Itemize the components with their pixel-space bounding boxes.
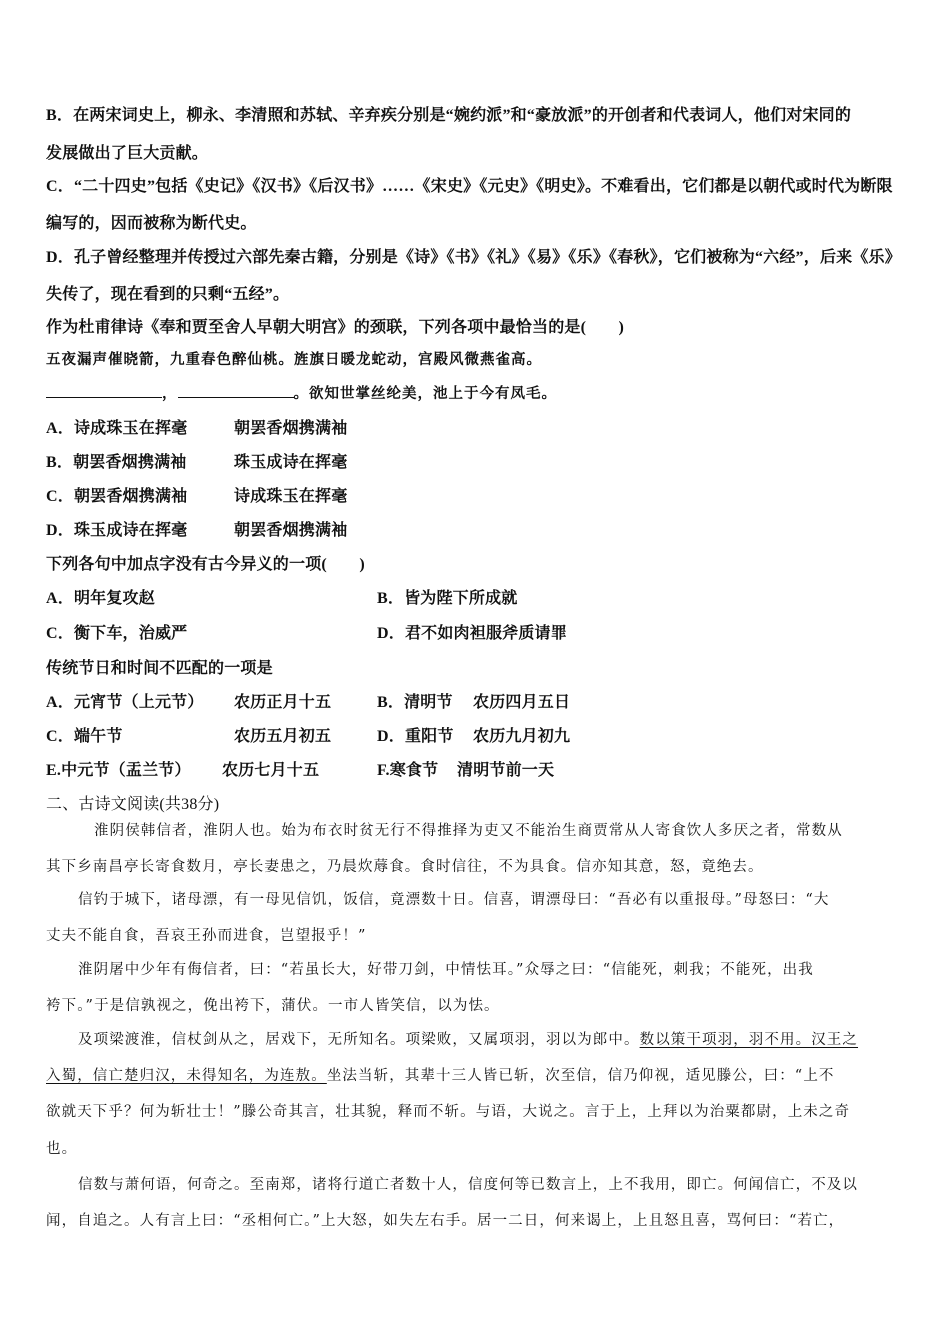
option-c-line2: 编写的，因而被称为断代史。 (46, 215, 257, 232)
answer-blank-2[interactable] (178, 383, 294, 398)
passage-p3-line2: 袴下。”于是信孰视之，俛出袴下，蒲伏。一市人皆笑信，以为怯。 (46, 998, 500, 1014)
q2-option-a[interactable]: A．明年复攻赵 (46, 590, 155, 607)
q3-option-a-date: 农历正月十五 (234, 694, 332, 711)
passage-p3-line1: 淮阴屠中少年有侮信者，曰：“若虽长大，好带刀剑，中情怯耳。”众辱之曰：“信能死，刺我；不能死，出我 (78, 962, 814, 978)
section-heading: 二、古诗文阅读(共38分) (46, 796, 220, 813)
passage-p2-line1: 信钓于城下，诸母漂，有一母见信饥，饭信，竟漂数十日。信喜，谓漂母曰：“吾必有以重报母。”母怒曰：“大 (78, 892, 830, 908)
passage-p1-line2: 其下乡南昌亭长寄食数月，亭长妻患之，乃晨炊蓐食。食时信往，不为具食。信亦知其意，怒，竟绝去。 (46, 859, 764, 875)
q1-stem: 作为杜甫律诗《奉和贾至舍人早朝大明宫》的颈联，下列各项中最恰当的是( ) (46, 319, 625, 336)
q1-option-a-second: 朝罢香烟携满袖 (234, 420, 348, 437)
q3-option-d[interactable]: D．重阳节 (377, 728, 454, 745)
passage-p4-line3: 欲就天下乎？何为斩壮士！”滕公奇其言，壮其貌，释而不斩。与语，大说之。言于上，上拜以为治粟都尉，上未之奇 (46, 1104, 851, 1120)
q3-option-c-date: 农历五月初五 (234, 728, 332, 745)
q1-option-b-second: 珠玉成诗在挥毫 (234, 454, 348, 471)
q1-option-b[interactable]: B．朝罢香烟携满袖 (46, 454, 187, 471)
q1-option-c-second: 诗成珠玉在挥毫 (234, 488, 348, 505)
q1-option-d[interactable]: D．珠玉成诗在挥毫 (46, 522, 188, 539)
q2-option-c[interactable]: C．衡下车，治威严 (46, 625, 188, 642)
q3-option-f[interactable]: F.寒食节 (377, 762, 439, 779)
q1-option-c[interactable]: C．朝罢香烟携满袖 (46, 488, 188, 505)
option-d-line2: 失传了，现在看到的只剩“五经”。 (46, 286, 290, 303)
passage-p4-line1: 及项梁渡淮，信杖剑从之，居戏下，无所知名。项梁败，又属项羽，羽以为郎中。数以策干项羽，羽不用。汉王之 (78, 1032, 859, 1048)
q2-option-b[interactable]: B．皆为陛下所成就 (377, 590, 518, 607)
q3-option-e[interactable]: E.中元节（盂兰节） (46, 762, 191, 779)
q3-option-b-date: 农历四月五日 (473, 694, 571, 711)
passage-p5-line1: 信数与萧何语，何奇之。至南郑，诸将行道亡者数十人，信度何等已数言上，上不我用，即亡。何闻信亡，不及以 (78, 1177, 858, 1193)
q1-poem-line1: 五夜漏声催晓箭，九重春色醉仙桃。旌旗日暖龙蛇动，宫殿风微燕雀高。 (46, 351, 542, 368)
passage-p4-line2: 入蜀，信亡楚归汉，未得知名，为连敖。坐法当斩，其辈十三人皆已斩，次至信，信乃仰视，适见滕公，曰：“上不 (46, 1068, 835, 1084)
q3-option-a[interactable]: A．元宵节（上元节） (46, 694, 204, 711)
option-b-line1: B．在两宋词史上，柳永、李清照和苏轼、辛弃疾分别是“婉约派”和“豪放派”的开创者和代表词人，他们对宋同的 (46, 107, 852, 124)
q1-poem-line2: ， 。欲知世掌丝纶美，池上于今有凤毛。 (46, 382, 557, 403)
q3-option-d-date: 农历九月初九 (473, 728, 571, 745)
passage-p4-line4: 也。 (46, 1141, 78, 1157)
q3-option-c[interactable]: C．端午节 (46, 728, 123, 745)
option-d-line1: D．孔子曾经整理并传授过六部先秦古籍，分别是《诗》《书》《礼》《易》《乐》《春秋》，它们被称为“六经”，后来《乐》 (46, 249, 901, 266)
option-b-line2: 发展做出了巨大贡献。 (46, 145, 209, 162)
passage-p2-line2: 丈夫不能自食，吾哀王孙而进食，岂望报乎！” (46, 928, 367, 944)
q1-option-a[interactable]: A．诗成珠玉在挥毫 (46, 420, 188, 437)
passage-p5-line2: 闻，自追之。人有言上曰：“丞相何亡。”上大怒，如失左右手。居一二日，何来谒上，上且怒且喜，骂何曰：“若亡， (46, 1213, 845, 1229)
answer-blank-1[interactable] (46, 383, 162, 398)
q2-option-d[interactable]: D．君不如肉袒服斧质请罪 (377, 625, 567, 642)
option-c-line1: C．“二十四史”包括《史记》《汉书》《后汉书》……《宋史》《元史》《明史》。不难看出，它们都是以朝代或时代为断限 (46, 178, 893, 195)
q3-option-e-date: 农历七月十五 (222, 762, 320, 779)
underlined-sentence: 数以策干项羽，羽不用。汉王之 (639, 1032, 859, 1048)
q2-stem: 下列各句中加点字没有古今异义的一项( ) (46, 556, 365, 573)
passage-p1-line1: 淮阴侯韩信者，淮阴人也。始为布衣时贫无行不得推择为吏又不能治生商贾常从人寄食饮人多厌之者，常数从 (94, 823, 843, 839)
underlined-sentence-cont: 入蜀，信亡楚归汉，未得知名，为连敖。 (46, 1068, 327, 1084)
q3-stem: 传统节日和时间不匹配的一项是 (46, 660, 273, 677)
q3-option-b[interactable]: B．清明节 (377, 694, 453, 711)
q1-option-d-second: 朝罢香烟携满袖 (234, 522, 348, 539)
q3-option-f-date: 清明节前一天 (457, 762, 555, 779)
